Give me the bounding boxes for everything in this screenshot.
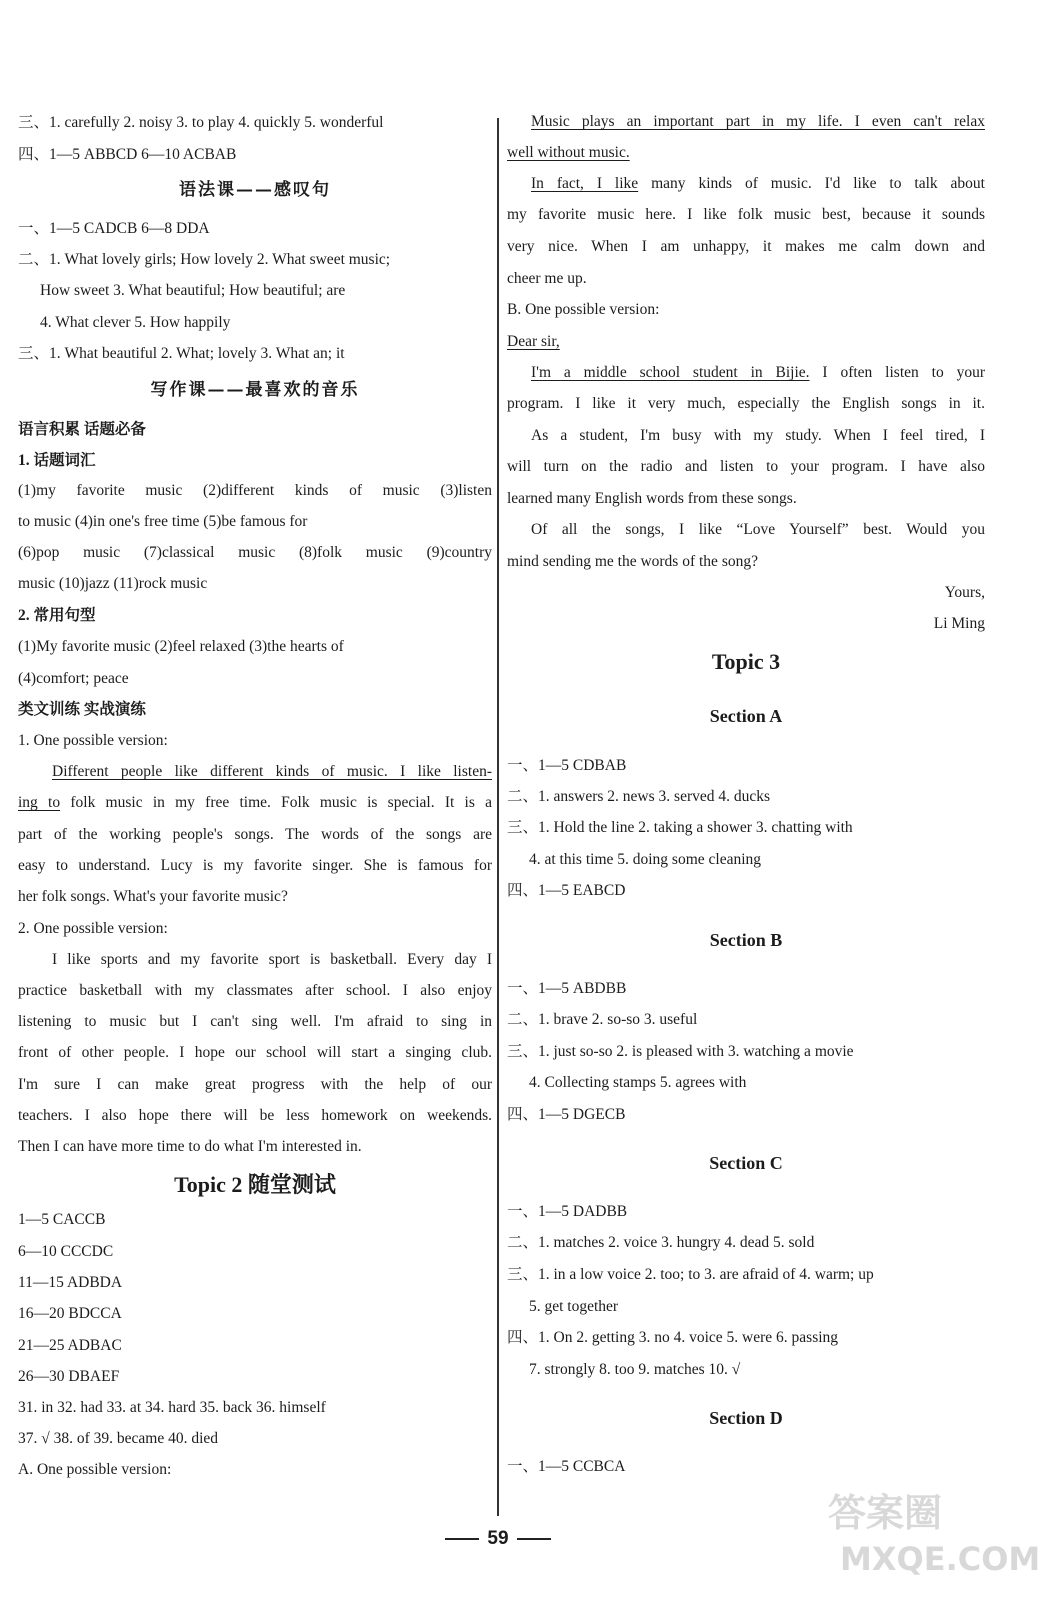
left-line: 三、1. What beautiful 2. What; lovely 3. What an; it [18,345,345,362]
right-line: 四、1—5 EABCD [507,882,626,899]
left-line: ing to folk music in my free time. Folk music is special. It is a [18,794,492,811]
right-line: 5. get together [529,1298,619,1315]
right-line: Music plays an important part in my life. I even can't relax [531,113,985,130]
left-line: 2. 常用句型 [18,607,96,624]
right-line: 一、1—5 CCBCA [507,1458,626,1475]
left-line: 四、1—5 ABBCD 6—10 ACBAB [18,146,237,163]
left-line: easy to understand. Lucy is my favorite singer. She is famous for [18,857,492,874]
right-line: 三、1. in a low voice 2. too; to 3. are afraid of 4. warm; up [507,1266,874,1283]
left-line: How sweet 3. What beautiful; How beautiful; are [40,282,346,299]
right-line: I'm a middle school student in Bijie. I often listen to your [531,364,985,381]
right-line: 一、1—5 CDBAB [507,757,627,774]
left-line: 26—30 DBAEF [18,1368,120,1385]
right-line: cheer me up. [507,270,587,287]
right-line: Yours, [944,584,985,601]
left-line: (6)pop music (7)classical music (8)folk music (9)country [18,544,492,561]
left-line: Different people like different kinds of music. I like listen- [52,763,492,780]
right-line: mind sending me the words of the song? [507,553,758,570]
right-line: Topic 3 [711,649,781,674]
left-line: 16—20 BDCCA [18,1305,122,1322]
right-line: Of all the songs, I like “Love Yourself” best. Would you [531,521,985,538]
left-line: 37. √ 38. of 39. became 40. died [18,1430,219,1447]
left-line: 三、1. carefully 2. noisy 3. to play 4. quickly 5. wonderful [18,114,384,131]
right-line: well without music. [507,144,630,161]
right-line: my favorite music here. I like folk music best, because it sounds [507,206,985,223]
right-line: Section B [709,930,783,950]
left-line: her folk songs. What's your favorite music? [18,888,288,905]
right-line: learned many English words from these songs. [507,490,797,507]
left-line: 2. One possible version: [18,920,168,937]
right-line: Li Ming [933,615,985,632]
right-line: program. I like it very much, especially the English songs in it. [507,395,985,412]
right-line: 一、1—5 ABDBB [507,980,627,997]
left-line: (4)comfort; peace [18,670,129,687]
left-line: A. One possible version: [18,1461,172,1478]
column-divider [497,118,499,1516]
left-line: 二、1. What lovely girls; How lovely 2. What sweet music; [18,251,391,268]
left-line: I like sports and my favorite sport is basketball. Every day I [52,951,492,968]
right-line: will turn on the radio and listen to your program. I have also [507,458,985,475]
right-line: 二、1. answers 2. news 3. served 4. ducks [507,788,771,805]
left-line: Then I can have more time to do what I'm interested in. [18,1138,362,1155]
left-line: 语法课——感叹句 [179,180,331,200]
right-line: 7. strongly 8. too 9. matches 10. √ [529,1361,741,1378]
right-line: 4. Collecting stamps 5. agrees with [529,1074,747,1091]
left-line: 1. One possible version: [18,732,168,749]
watermark-logo: 答案圈 [828,1491,943,1535]
right-line: 四、1. On 2. getting 3. no 4. voice 5. were 6. passing [507,1329,839,1346]
left-line: 21—25 ADBAC [18,1337,122,1354]
page-number-text: 59 [487,1528,509,1549]
left-line: music (10)jazz (11)rock music [18,575,208,592]
right-line: 三、1. just so-so 2. is pleased with 3. watching a movie [507,1043,854,1060]
right-line: 四、1—5 DGECB [507,1106,626,1123]
left-line: 写作课——最喜欢的音乐 [150,380,360,400]
left-line: Topic 2 随堂测试 [174,1172,336,1197]
right-line: very nice. When I am unhappy, it makes me calm down and [507,238,985,255]
right-line: Section A [709,706,783,726]
left-line: (1)my favorite music (2)different kinds of music (3)listen [18,482,492,499]
left-line: front of other people. I hope our school will start a singing club. [18,1044,492,1061]
left-line: to music (4)in one's free time (5)be famous for [18,513,308,530]
right-line: 三、1. Hold the line 2. taking a shower 3. chatting with [507,819,853,836]
left-line: teachers. I also hope there will be less homework on weekends. [18,1107,492,1124]
left-line: 1. 话题词汇 [18,452,96,469]
left-line: 类文训练 实战演练 [18,701,146,718]
right-line: Dear sir, [507,333,560,350]
left-line: 11—15 ADBDA [18,1274,123,1291]
right-line: B. One possible version: [507,301,660,318]
left-line: 4. What clever 5. How happily [40,314,231,331]
left-line: 6—10 CCCDC [18,1243,114,1260]
right-line: Section D [709,1408,783,1428]
left-line: part of the working people's songs. The words of the songs are [18,826,492,843]
left-line: 语言积累 话题必备 [18,421,146,438]
left-line: 31. in 32. had 33. at 34. hard 35. back 36. himself [18,1399,326,1416]
right-line: 二、1. brave 2. so-so 3. useful [507,1011,698,1028]
right-line: 4. at this time 5. doing some cleaning [529,851,762,868]
watermark-site: MXQE.COM [840,1540,1040,1578]
left-line: I'm sure I can make great progress with the help of our [18,1076,492,1093]
right-line: 一、1—5 DADBB [507,1203,628,1220]
left-line: listening to music but I can't sing well. I'm afraid to sing in [18,1013,492,1030]
left-line: 一、1—5 CADCB 6—8 DDA [18,220,210,237]
right-line: In fact, I like many kinds of music. I'd like to talk about [531,175,985,192]
left-line: practice basketball with my classmates after school. I also enjoy [18,982,492,999]
left-line: (1)My favorite music (2)feel relaxed (3)the hearts of [18,638,344,655]
right-line: 二、1. matches 2. voice 3. hungry 4. dead 5. sold [507,1234,815,1251]
right-line: As a student, I'm busy with my study. When I feel tired, I [531,427,985,444]
left-line: 1—5 CACCB [18,1211,106,1228]
right-line: Section C [709,1153,783,1173]
